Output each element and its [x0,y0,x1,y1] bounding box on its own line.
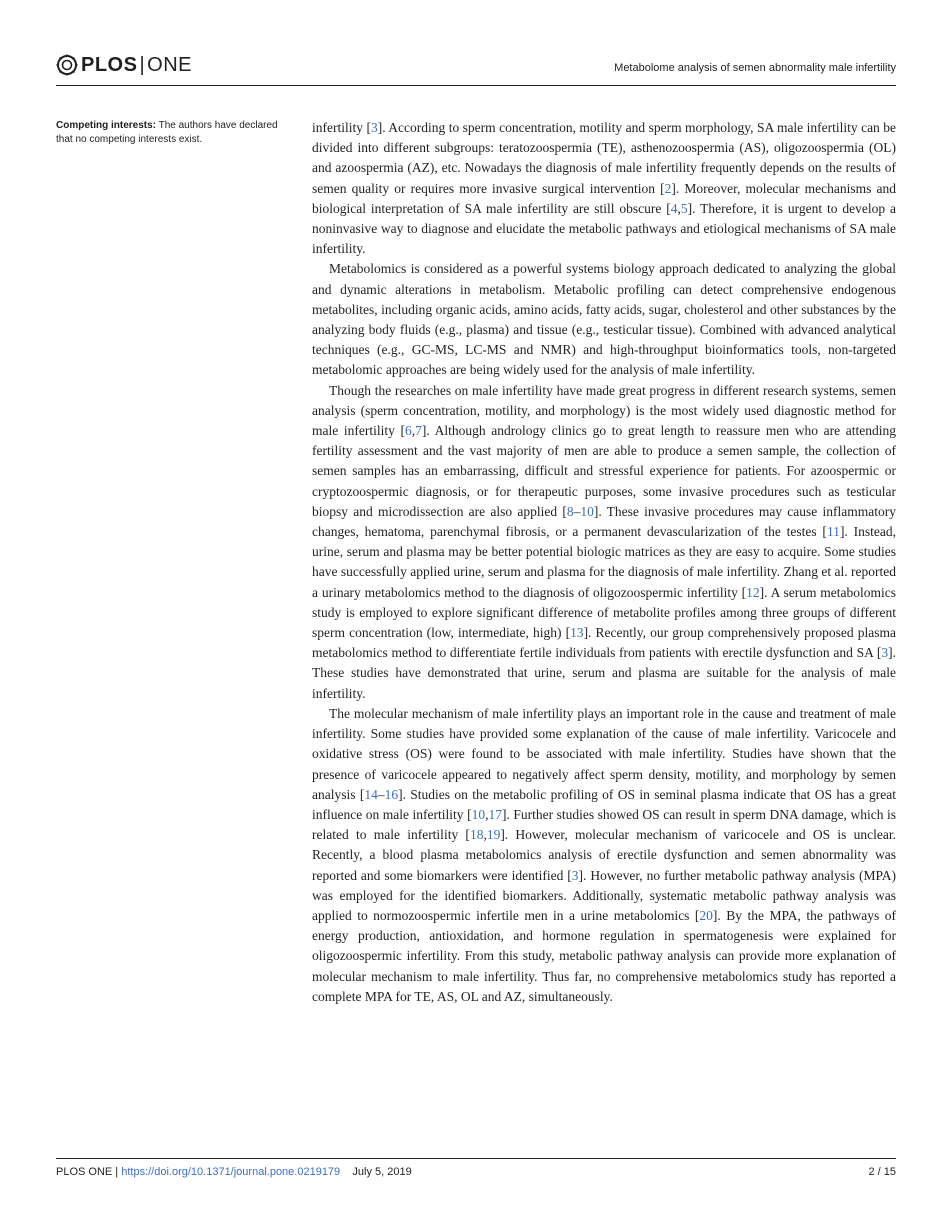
main-body-text [312,118,896,1007]
citation-link[interactable]: 3 [370,120,378,135]
citation-link[interactable]: 10 [471,806,486,822]
body-text-run: ]. By the MPA, the pathways of energy production, antioxidation, and hormone regulation in spermatogenesis were explained for oligozoospermic infertility. From this study, metabolic pathway analysis can provide more explanation of molecular mechanism to male infertility. Thus far, no comprehensive metabolomics study has reported a complete MPA for TE, AS, OL and AZ, simultaneously. [312,907,896,1004]
body-text-run: ]. However, molecular mechanism of varicocele and OS is unclear. Recently, a blood plasma metabolomics analysis of erectile dysfunction and semen abnormality was reported and some biomarkers were identified [ [312,827,896,883]
footer-date: July 5, 2019 [352,1166,412,1178]
competing-interests-note [56,119,296,146]
page-header [56,52,896,86]
citation-link[interactable]: 14 [364,786,378,802]
citation-link[interactable]: 17 [488,806,502,822]
paragraph-2 [312,259,896,380]
running-title: Metabolome analysis of semen abnormality male infertility [614,62,896,74]
citation-link[interactable]: 12 [746,584,760,600]
body-text-run: ]. Studies on the metabolic profiling of OS in seminal plasma indicate that OS has a great influence on male infertility [ [312,786,896,822]
body-text-run: infertility [ [312,120,371,135]
body-text-run: Though the researches on male infertility have made great progress in different research systems, semen analysis (sperm concentration, motility, and morphology) is the most widely used diagnostic method for male infertility [ [312,382,896,439]
competing-interests-label: Competing interests: [56,120,157,131]
footer-journal: PLOS ONE | [56,1166,122,1178]
citation-link[interactable]: 13 [570,625,584,641]
body-text-run: ]. Further studies showed OS can result in sperm DNA damage, which is related to male infertility [ [312,806,896,843]
citation-link[interactable]: 3 [571,867,579,883]
body-text-run: ]. These studies have demonstrated that urine, serum and plasma are suitable for the analysis of male infertility. [312,645,896,701]
body-text-run: ]. Instead, urine, serum and plasma may be better potential biologic matrices as they are easy to acquire. Some studies have successfully applied urine, serum and plasma for the diagnosis of male infertility. Zhang et al. reported a urinary metabolomics method to the diagnosis of oligozoospermic infertility [ [312,524,896,600]
citation-link[interactable]: 18 [469,827,484,843]
body-text-run: ]. However, no further metabolic pathway analysis (MPA) was employed for the identified biomarkers. Additionally, systematic metabolic pathway analysis was applied to normozoospermic infertile men in a urine metabolomics [ [312,867,896,923]
citation-link[interactable]: 8 [566,503,574,519]
page-footer [56,1158,896,1178]
body-text-run: , [485,806,489,822]
page-number: 2 / 15 [868,1166,896,1178]
citation-link[interactable]: 4 [670,200,678,216]
citation-link[interactable]: 2 [664,180,672,196]
body-text-run: ]. Recently, our group comprehensively proposed plasma metabolomics method to differentiate fertile individuals from patients with erectile dysfunction and SA [ [312,625,896,661]
body-text-run: ]. Therefore, it is urgent to develop a noninvasive way to diagnose and elucidate the metabolic pathways and etiological mechanisms of SA male infertility. [312,200,896,257]
footer-doi-link[interactable]: https://doi.org/10.1371/journal.pone.0219179 [121,1166,341,1178]
body-text-run: Metabolomics is considered as a powerful systems biology approach dedicated to analyzing the global and dynamic alterations in metabolism. Metabolic profiling can detect comprehensive endogenous metabolites, including organic acids, amino acids, fatty acids, sugar, cholesterol and other substances by the analyzing body fluids (e.g., plasma) and tissue (e.g., testicular tissue). Combined with advanced analytical techniques (e.g., GC-MS, LC-MS and NMR) and high-throughput bioinformatics tools, non-targeted metabolomic approaches are being widely used for the analysis of male infertility. [312,261,896,378]
body-text-run: , [411,423,416,439]
logo-one-text: ONE [147,53,192,76]
citation-link[interactable]: 19 [486,827,501,843]
citation-link[interactable]: 7 [415,423,422,439]
logo-separator: | [139,53,146,76]
citation-link[interactable]: 6 [405,423,412,439]
logo-plos-text: PLOS [81,53,138,76]
body-text-run: The molecular mechanism of male infertility plays an important role in the cause and treatment of male infertility. Some studies have provided some explanation of the cause of male infertility. Varicocele and oxidative stress (OS) were found to be associated with male infertility. Studies have shown that the presence of varicocele appeared to negatively affect sperm density, motility, and morphology by semen analysis [ [312,705,896,802]
body-text-run: , [483,827,487,843]
citation-link[interactable]: 11 [826,524,840,540]
citation-link[interactable]: 3 [881,645,889,661]
citation-link[interactable]: 10 [580,503,594,519]
body-text-run: ]. These invasive procedures may cause inflammatory changes, hematoma, parenchymal fibrosis, or a permanent devascularization of the testes [ [312,503,896,540]
plos-logo-icon [56,54,78,76]
citation-link[interactable]: 16 [384,786,399,802]
body-text-run: , [677,200,681,216]
body-text-run: ]. A serum metabolomics study is employed to explore significant difference of metabolite profiles among three groups of different sperm concentration (low, intermediate, high) [ [312,584,897,641]
paragraph-3 [312,381,896,704]
plos-one-logo [56,52,192,78]
paragraph-1 [312,118,896,259]
body-text-run: – [573,503,581,519]
body-text-run: ]. According to sperm concentration, motility and sperm morphology, SA male infertility can be divided into different subgroups: teratozoospermia (TE), asthenozoospermia (AS), oligozoospermia (OL) and azoospermia (AZ), etc. Nowadays the diagnosis of male infertility frequently depends on the results of semen quality or requires more invasive surgical intervention [ [312,120,897,196]
paragraph-4 [312,704,896,1007]
competing-interests-text: The authors have declared that no competing interests exist. [56,120,278,145]
body-text-run: ]. Moreover, molecular mechanisms and biological interpretation of SA male infertility are still obscure [ [312,180,896,216]
body-text-run: – [377,786,385,802]
body-text-run: ]. Although andrology clinics go to great length to reassure men who are attending fertility assessment and the vast majority of men are able to produce a semen sample, the collection of semen samples has an embarrassing, difficult and stressful experience for patients. For azoospermic or cryptozoospermic diagnosis, or for therapeutic purposes, some invasive procedures such as testicular biopsy and microdissection are also applied [ [312,423,897,519]
citation-link[interactable]: 20 [699,907,713,923]
citation-link[interactable]: 5 [680,200,688,216]
